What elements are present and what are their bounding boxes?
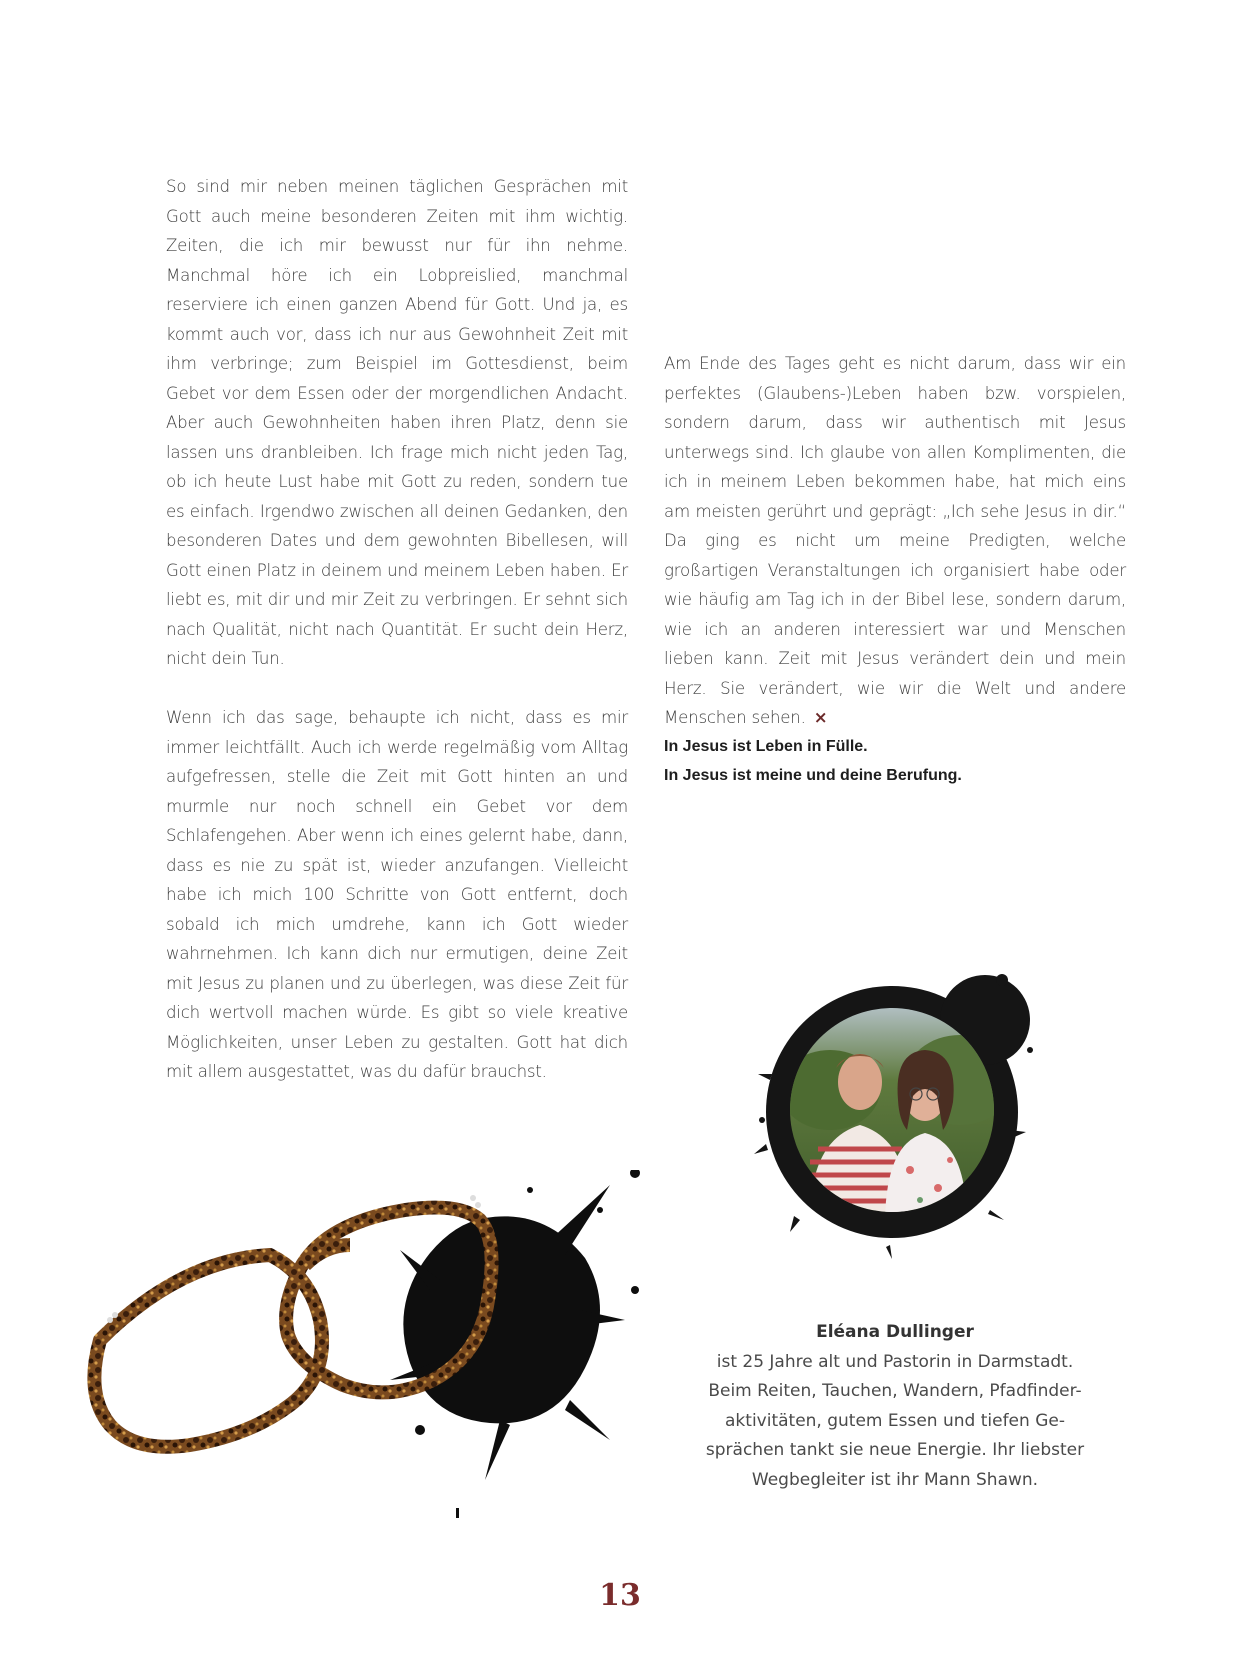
bio-line: Beim Reiten, Tauchen, Wandern, Pfadfinder- bbox=[708, 1381, 1082, 1401]
closing-statement bbox=[664, 732, 1134, 790]
bio-line: Wegbegleiter ist ihr Mann Shawn. bbox=[751, 1469, 1039, 1490]
bio-line: ist 25 Jahre alt und Pastorin in Darmstadt. bbox=[716, 1351, 1074, 1372]
author-name: Eléana Dullinger bbox=[816, 1322, 974, 1342]
glasses-illustration bbox=[80, 1170, 680, 1520]
end-mark-icon: × bbox=[813, 708, 828, 727]
page-number: 13 bbox=[599, 1578, 641, 1613]
paragraph-text: Am Ende des Tages geht es nicht darum, dass wir ein perfektes (Glaubens-)Leben haben bzw. vorspielen, sondern darum, dass wir authentisch mit Jesus unterwegs sind. Ich glaube von allen Komplimenten, die ich in meinem Leben bekommen habe, hat mich eins am meisten gerührt und geprägt: „Ich sehe Jesus in dir.“ Da ging es nicht um meine Predigten, welche großartigen Veranstaltungen ich organisiert habe oder wie häufig am Tag ich in der Bibel lese, sondern darum, wie ich an anderen interessiert war und Menschen lieben kann. Zeit mit Jesus verändert dein und mein Herz. Sie verändert, wie wir die Welt und andere Menschen sehen. bbox=[664, 354, 1126, 727]
author-bio bbox=[690, 1318, 1100, 1495]
portrait-ink-frame bbox=[740, 960, 1080, 1280]
bio-line: aktivitäten, gutem Essen und tiefen Ge- bbox=[725, 1410, 1065, 1431]
closing-line: In Jesus ist meine und deine Berufung. bbox=[664, 767, 962, 784]
paragraph: Wenn ich das sage, behaupte ich nicht, dass es mir immer leichtfällt. Auch ich werde regelmäßig vom Alltag aufgefressen, stelle die Zeit mit Gott hinten an und murmle nur noch schnell ein Gebet vor dem Schlafengehen. Aber wenn ich eines gelernt habe, dann, dass es nie zu spät ist, wieder anzufangen. Vielleicht habe ich mich 100 Schritte von Gott entfernt, doch sobald ich mich umdrehe, kann ich Gott wieder wahrnehmen. Ich kann dich nur ermutigen, deine Zeit mit Jesus zu planen und zu überlegen, was diese Zeit für dich wertvoll machen würde. Es gibt so viele kreative Möglichkeiten, unser Leben zu gestalten. Gott hat dich mit allem ausgestattet, was du dafür brauchst. bbox=[166, 708, 628, 1081]
paragraph bbox=[664, 349, 1126, 733]
bio-line: sprächen tankt sie neue Energie. Ihr liebster bbox=[705, 1440, 1085, 1460]
glasses-icon bbox=[80, 1170, 680, 1520]
closing-line: In Jesus ist Leben in Fülle. bbox=[664, 738, 868, 755]
right-text-column bbox=[664, 349, 1126, 733]
paragraph: So sind mir neben meinen täglichen Gesprächen mit Gott auch meine besonderen Zeiten mit ihm wichtig. Zeiten, die ich mir bewusst nur für ihn nehme. Manchmal höre ich ein Lobpreislied, manchmal reserviere ich einen ganzen Abend für Gott. Und ja, es kommt auch vor, dass ich nur aus Gewohnheit Zeit mit ihm verbringe; zum Beispiel im Gottesdienst, beim Gebet vor dem Essen oder der morgendlichen Andacht. Aber auch Gewohnheiten haben ihren Platz, denn sie lassen uns dranbleiben. Ich frage mich nicht jeden Tag, ob ich heute Lust habe mit Gott zu reden, sondern tue es einfach. Irgendwo zwischen all deinen Gedanken, den besonderen Dates und dem gewohnten Bibellesen, will Gott einen Platz in deinem und meinem Leben haben. Er liebt es, mit dir und mir Zeit zu verbringen. Er sehnt sich nach Qualität, nicht nach Quantität. Er sucht dein Herz, nicht dein Tun. bbox=[166, 177, 628, 668]
left-text-column bbox=[166, 172, 628, 1087]
author-portrait bbox=[740, 960, 1080, 1280]
